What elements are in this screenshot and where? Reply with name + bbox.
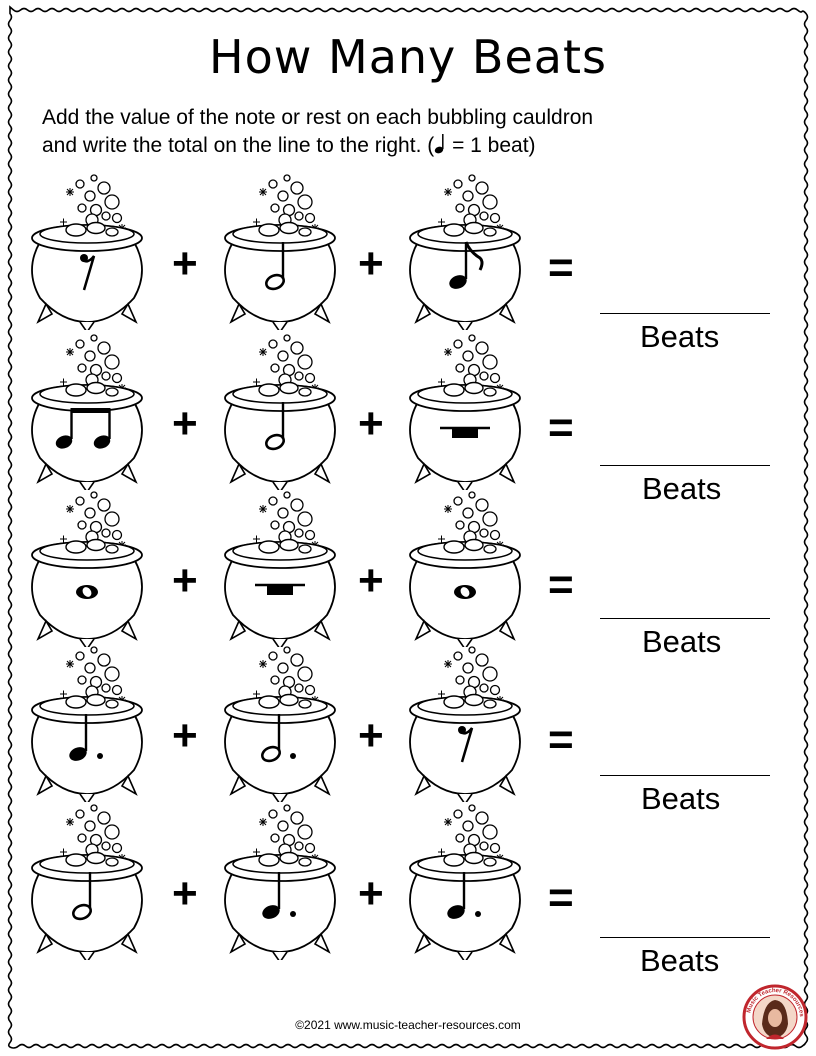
- cauldron-dotted-quarter-note: [215, 800, 345, 960]
- instructions-line-2-end: = 1 beat): [446, 134, 536, 157]
- equals-sign: =: [548, 560, 574, 609]
- plus-sign: +: [358, 711, 384, 760]
- answer-line[interactable]: [600, 775, 770, 776]
- whole-note-icon: [76, 585, 98, 599]
- plus-sign: +: [172, 711, 198, 760]
- cauldron-half-note: [215, 330, 345, 490]
- cauldron-half-note: [22, 800, 152, 960]
- whole-note-icon: [454, 585, 476, 599]
- equals-sign: =: [548, 715, 574, 764]
- cauldron-dotted-quarter-note: [400, 800, 530, 960]
- plus-sign: +: [358, 869, 384, 918]
- cauldron-half-note: [215, 170, 345, 330]
- answer-line[interactable]: [600, 618, 770, 619]
- cauldron-dotted-half-note: [215, 642, 345, 802]
- beats-label: Beats: [641, 781, 721, 816]
- problem-row: [0, 330, 816, 490]
- beats-label: Beats: [640, 943, 720, 978]
- problem-row: [0, 800, 816, 960]
- equals-sign: =: [548, 243, 574, 292]
- equals-sign: =: [548, 873, 574, 922]
- plus-sign: +: [358, 556, 384, 605]
- copyright-footer: ©2021 www.music-teacher-resources.com: [295, 1018, 521, 1032]
- instructions-line-1: Add the value of the note or rest on each bubbling cauldron: [42, 106, 594, 129]
- instructions: [42, 104, 782, 160]
- problem-row: [0, 487, 816, 647]
- beats-label: Beats: [642, 471, 722, 506]
- cauldron-eighth-rest: [400, 642, 530, 802]
- plus-sign: +: [172, 869, 198, 918]
- cauldron-half-rest: [215, 487, 345, 647]
- answer-line[interactable]: [600, 313, 770, 314]
- problem-row: [0, 642, 816, 802]
- cauldron-half-rest: [400, 330, 530, 490]
- svg-text:Music Teacher Resources: Music Teacher Resources: [746, 987, 805, 1017]
- cauldron-dotted-quarter-note: [22, 642, 152, 802]
- plus-sign: +: [172, 556, 198, 605]
- page-title: How Many Beats: [209, 30, 607, 84]
- equals-sign: =: [548, 403, 574, 452]
- music-teacher-resources-logo: [742, 984, 808, 1050]
- instructions-line-2: [42, 132, 782, 160]
- plus-sign: +: [172, 399, 198, 448]
- cauldron-whole-note: [400, 487, 530, 647]
- answer-line[interactable]: [600, 465, 770, 466]
- answer-line[interactable]: [600, 937, 770, 938]
- plus-sign: +: [358, 239, 384, 288]
- beats-label: Beats: [640, 319, 720, 354]
- plus-sign: +: [358, 399, 384, 448]
- cauldron-beamed-eighth-notes: [22, 330, 152, 490]
- plus-sign: +: [172, 239, 198, 288]
- quarter-note-icon: [434, 133, 446, 155]
- problem-row: [0, 170, 816, 330]
- beats-label: Beats: [642, 624, 722, 659]
- cauldron-eighth-rest: [22, 170, 152, 330]
- cauldron-whole-note: [22, 487, 152, 647]
- cauldron-eighth-note: [400, 170, 530, 330]
- instructions-line-2-start: and write the total on the line to the right. (: [42, 134, 435, 157]
